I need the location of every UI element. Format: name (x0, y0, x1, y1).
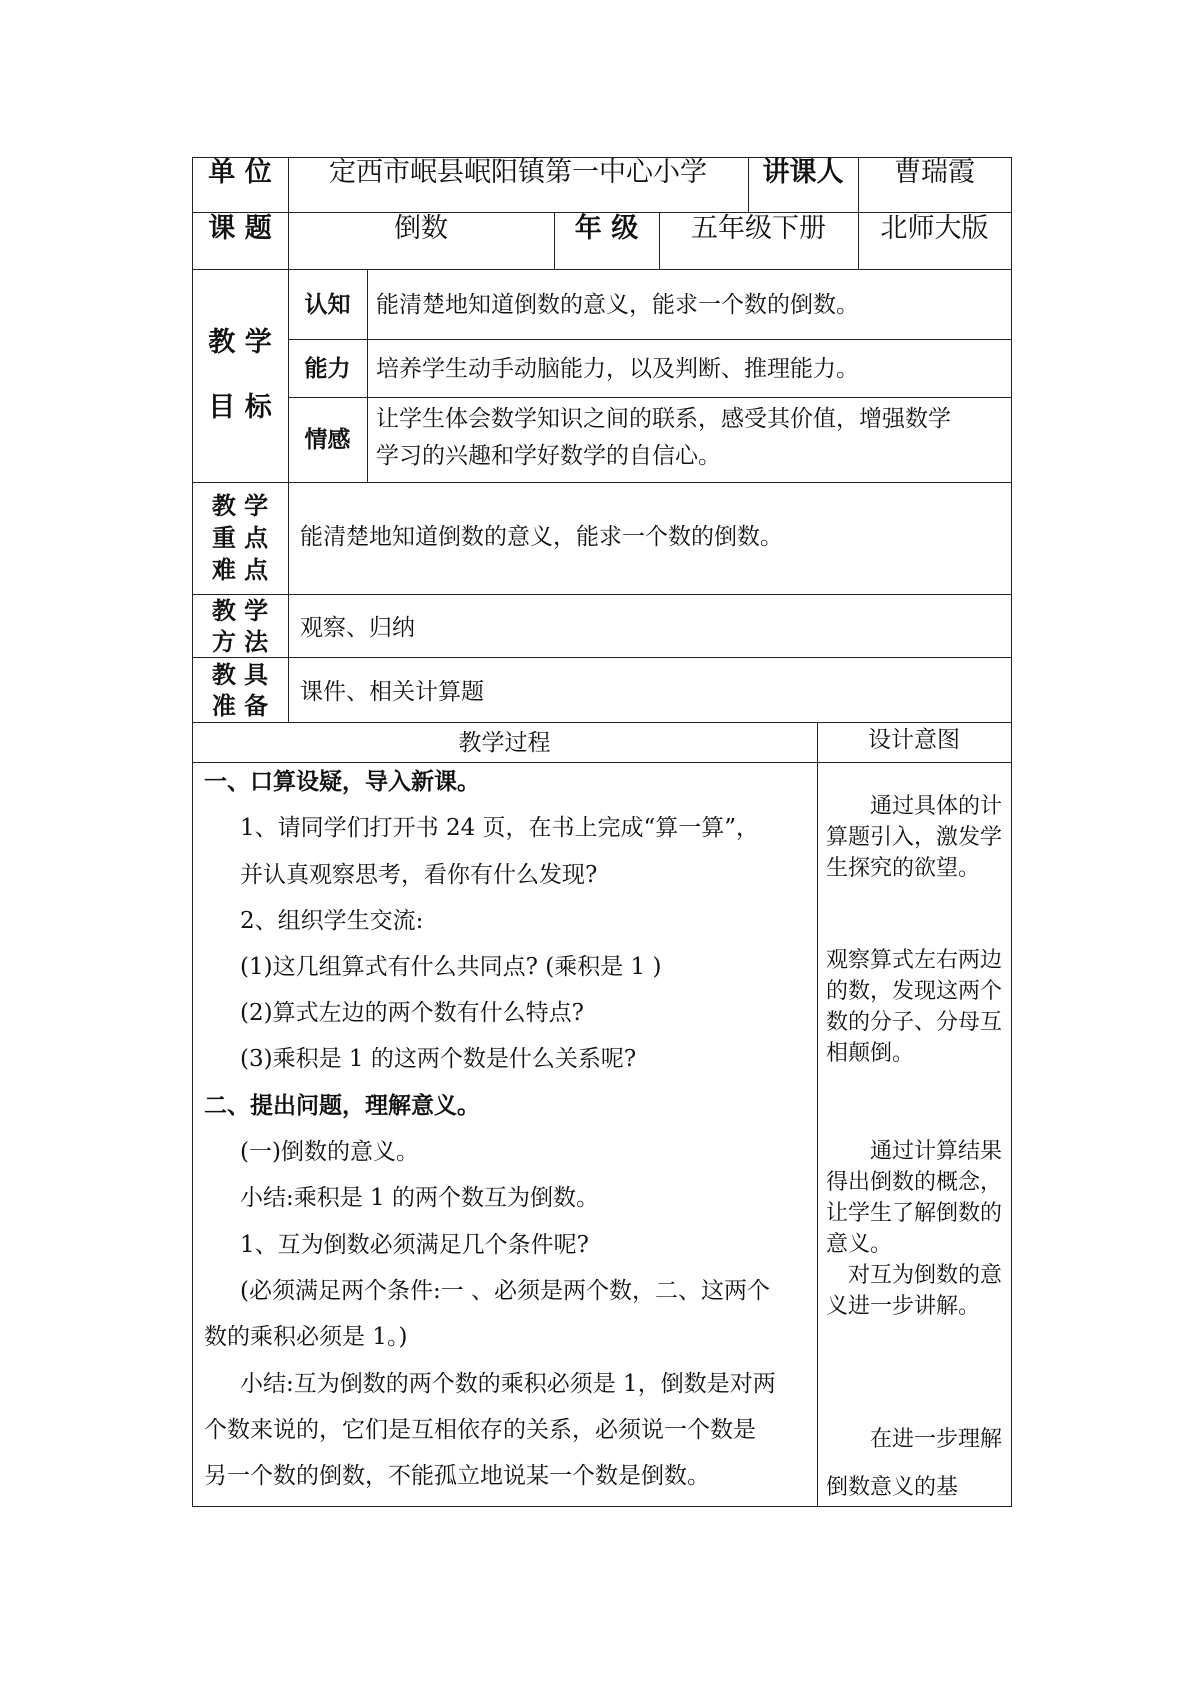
design-note-1: 通过具体的计算题引入，激发学生探究的欲望。 (826, 794, 1003, 881)
unit-label: 单 位 (208, 157, 272, 188)
objective-emotion-label: 情感 (304, 426, 351, 453)
objectives-label-2: 目 标 (208, 392, 272, 423)
section1-line3: 2、组织学生交流: (240, 908, 424, 934)
unit-value: 定西市岷县岷阳镇第一中心小学 (329, 157, 707, 188)
tools-text: 课件、相关计算题 (300, 679, 484, 705)
section2-line7: 个数来说的，它们是互相依存的关系，必须说一个数是 (204, 1417, 756, 1443)
section1-line5: (2)算式左边的两个数有什么特点? (240, 1000, 584, 1026)
objective-emotion-text-1: 让学生体会数学知识之间的联系，感受其价值，增强数学 (376, 406, 951, 432)
section1-line6: (3)乘积是 1 的这两个数是什么关系呢? (240, 1046, 637, 1072)
lecturer-label: 讲课人 (762, 157, 844, 188)
keypoints-label-1: 教 学 (211, 491, 269, 520)
section1-line2: 并认真观察思考，看你有什么发现? (240, 862, 598, 888)
design-note-4: 对互为倒数的意义进一步讲解。 (826, 1263, 1003, 1319)
grade-label: 年 级 (574, 213, 639, 244)
design-note-5: 在进一步理解倒数意义的基 (826, 1427, 1003, 1500)
method-label-2: 方 法 (211, 627, 269, 656)
design-note-3: 通过计算结果得出倒数的概念，让学生了解倒数的意义。 (826, 1139, 1003, 1257)
section2-title: 二、提出问题，理解意义。 (204, 1092, 480, 1119)
section2-line8: 另一个数的倒数，不能孤立地说某一个数是倒数。 (204, 1463, 710, 1489)
edition-value: 北师大版 (880, 213, 989, 244)
section1-title: 一、口算设疑，导入新课。 (204, 768, 480, 795)
tools-label-1: 教 具 (211, 660, 269, 689)
topic-label: 课 题 (208, 213, 272, 244)
keypoints-text: 能清楚地知道倒数的意义，能求一个数的倒数。 (300, 524, 783, 550)
objective-cognitive-label: 认知 (304, 291, 351, 318)
section2-line4: (必须满足两个条件:一 、必须是两个数，二、这两个 (240, 1278, 771, 1304)
section2-line6: 小结:互为倒数的两个数的乘积必须是 1，倒数是对两 (240, 1371, 776, 1397)
process-header-left: 教学过程 (458, 730, 551, 756)
design-note-2: 观察算式左右两边的数，发现这两个数的分子、分母互相颠倒。 (826, 948, 1003, 1066)
keypoints-label-3: 难 点 (211, 555, 269, 584)
section2-line5: 数的乘积必须是 1。) (204, 1324, 408, 1350)
method-label-1: 教 学 (211, 596, 269, 625)
lecturer-value: 曹瑞霞 (894, 157, 975, 188)
objective-ability-text: 培养学生动手动脑能力，以及判断、推理能力。 (376, 356, 859, 382)
section1-line1: 1、请同学们打开书 24 页，在书上完成“算一算”， (240, 815, 760, 841)
objective-emotion-text-2: 学习的兴趣和学好数学的自信心。 (376, 443, 721, 469)
process-header-right: 设计意图 (868, 727, 960, 753)
grade-value: 五年级下册 (691, 213, 826, 244)
tools-label-2: 准 备 (211, 691, 269, 720)
objective-ability-label: 能力 (304, 355, 351, 382)
objective-cognitive-text: 能清楚地知道倒数的意义，能求一个数的倒数。 (376, 292, 859, 318)
method-text: 观察、归纳 (300, 615, 415, 641)
section2-line2: 小结:乘积是 1 的两个数互为倒数。 (240, 1185, 600, 1211)
keypoints-label-2: 重 点 (211, 523, 269, 552)
objectives-label-1: 教 学 (208, 327, 272, 358)
section2-line3: 1、互为倒数必须满足几个条件呢? (240, 1232, 589, 1258)
section2-line1: (一)倒数的意义。 (240, 1139, 419, 1165)
section1-line4: (1)这几组算式有什么共同点? (乘积是 1 ) (240, 954, 662, 980)
topic-value: 倒数 (394, 213, 448, 244)
